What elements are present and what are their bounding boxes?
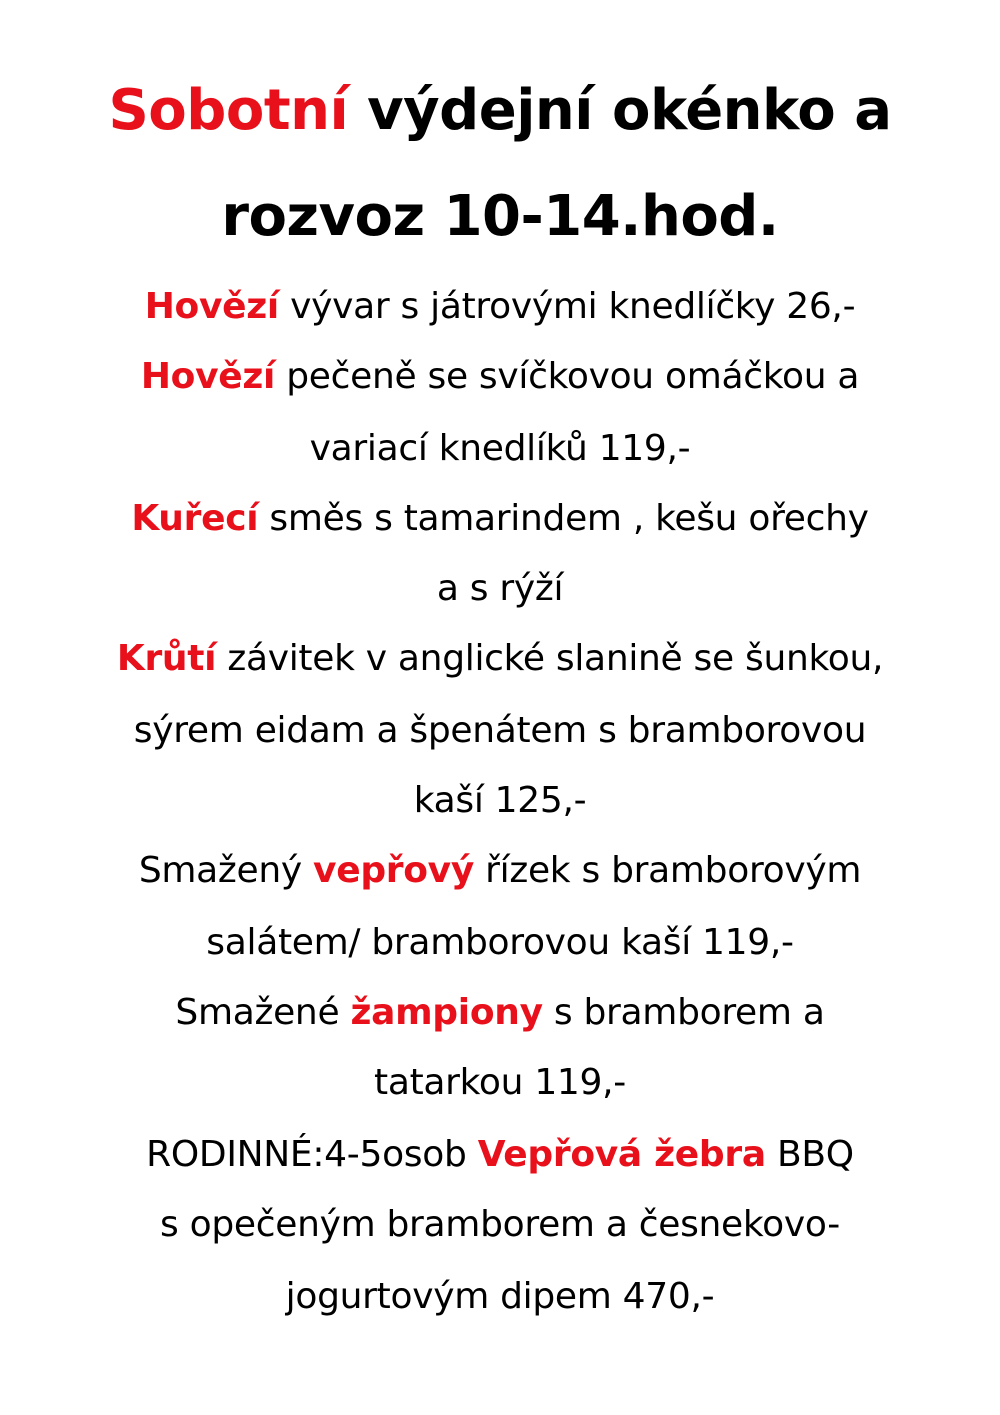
dish-text: pečeně se svíčkovou omáčkou a [275, 356, 860, 397]
dish-text-pre: Smažený [138, 850, 314, 891]
menu-item-pork-schnitzel-line-2 [0, 918, 1000, 968]
menu-item-pork-schnitzel [0, 846, 1000, 896]
dish-text: závitek v anglické slanině se šunkou, [216, 638, 884, 679]
menu-item-turkey-roll-line-2 [0, 706, 1000, 756]
menu-item-beef-roast-line-2 [0, 424, 1000, 474]
dish-text-pre: Smažené [175, 992, 351, 1033]
dish-text: vývar s játrovými knedlíčky 26,- [278, 286, 856, 327]
menu-item-fried-mushrooms-line-2 [0, 1058, 1000, 1108]
title-line-1-text: výdejní okénko a [348, 78, 892, 143]
dish-highlight: Hovězí [144, 286, 279, 327]
menu-item-family-ribs-line-3 [0, 1272, 1000, 1322]
title-line-2 [0, 182, 1000, 252]
dish-text: směs s tamarindem , kešu ořechy [258, 498, 869, 539]
dish-text: salátem/ bramborovou kaší 119,- [206, 922, 794, 963]
dish-text: s bramborem a [542, 992, 825, 1033]
menu-item-chicken-mix [0, 494, 1000, 544]
dish-text: kaší 125,- [413, 780, 587, 821]
menu-item-turkey-roll [0, 634, 1000, 684]
dish-text: s opečeným bramborem a česnekovo- [160, 1204, 840, 1245]
title-line-2-text: rozvoz 10-14.hod. [221, 184, 779, 249]
dish-text: a s rýží [436, 568, 564, 609]
dish-text: tatarkou 119,- [374, 1062, 626, 1103]
dish-highlight: žampiony [350, 992, 543, 1033]
dish-text: BBQ [765, 1134, 854, 1175]
dish-highlight: Vepřová žebra [477, 1134, 766, 1175]
dish-highlight: Hovězí [140, 356, 276, 397]
dish-highlight: vepřový [313, 850, 475, 891]
menu-item-family-ribs [0, 1130, 1000, 1180]
dish-text: jogurtovým dipem 470,- [285, 1276, 715, 1317]
dish-highlight: Kuřecí [131, 498, 259, 539]
dish-text: sýrem eidam a špenátem s bramborovou [133, 710, 867, 751]
menu-item-beef-roast [0, 352, 1000, 402]
dish-text-pre: RODINNÉ:4-5osob [146, 1134, 478, 1175]
dish-text: variací knedlíků 119,- [309, 428, 691, 469]
menu-item-fried-mushrooms [0, 988, 1000, 1038]
dish-highlight: Krůtí [116, 638, 217, 679]
dish-text: řízek s bramborovým [474, 850, 862, 891]
title-day-highlight: Sobotní [108, 78, 349, 143]
title-line-1 [0, 76, 1000, 146]
menu-item-turkey-roll-line-3 [0, 776, 1000, 826]
menu-item-family-ribs-line-2 [0, 1200, 1000, 1250]
menu-item-chicken-mix-line-2 [0, 564, 1000, 614]
menu-item-beef-soup [0, 282, 1000, 332]
